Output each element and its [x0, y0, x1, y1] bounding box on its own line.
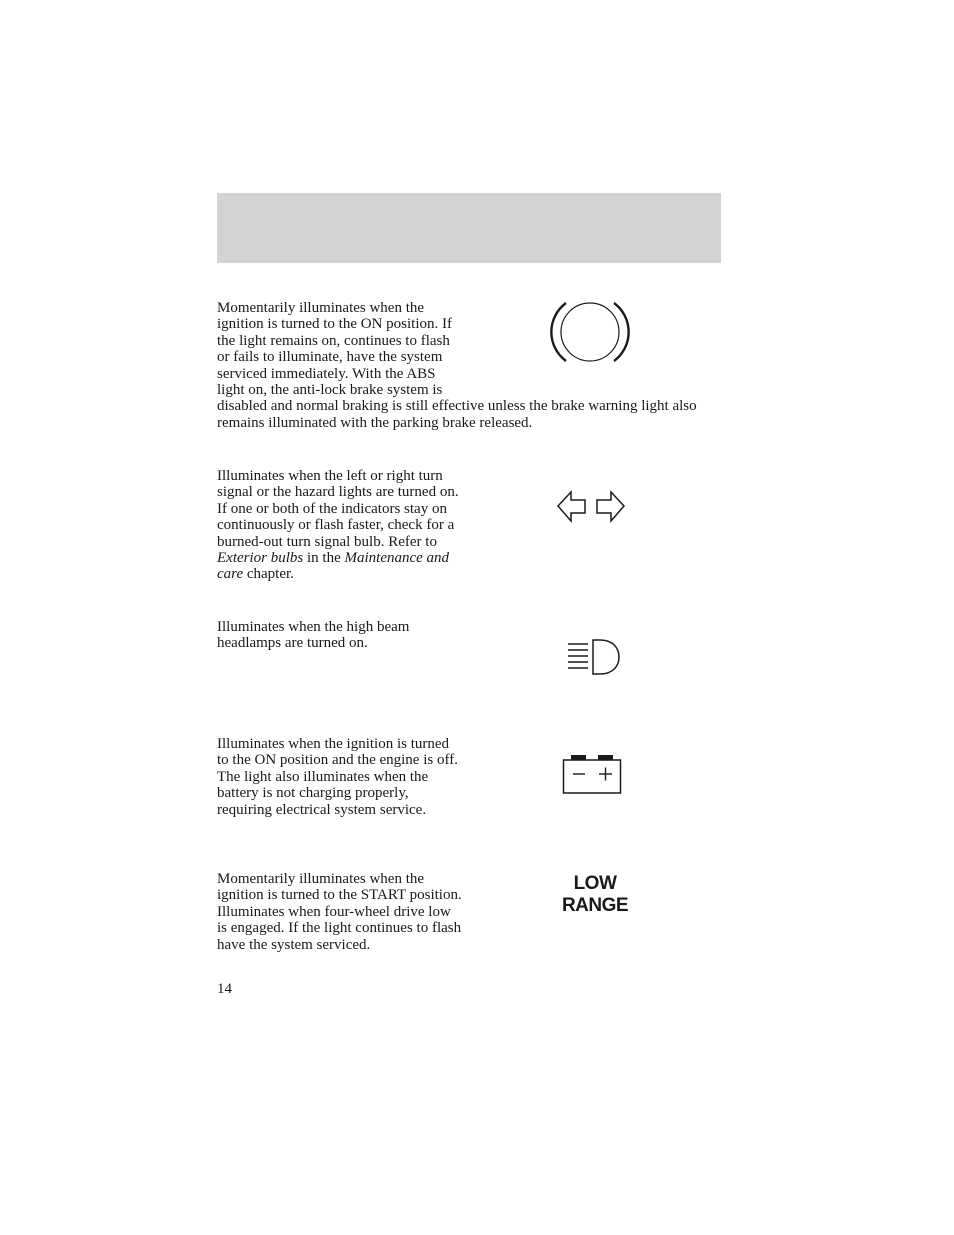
- abs-description: Momentarily illuminates when the ignition is turned to the ON position. If the light remains on, continues to flash or fails to illuminate, have the system serviced immediately. With the ABS light on, the anti-lock brake system is disabled and normal braking is still effective unless the brake warning light also remains illuminated with the parking brake released.: [217, 300, 697, 431]
- high-beam-icon-area: [462, 619, 717, 689]
- low-range-label-line1: LOW: [573, 873, 617, 894]
- maintenance-chapter-reference: Maintenance and care: [217, 550, 450, 583]
- exterior-bulbs-reference: Exterior bulbs: [217, 550, 304, 567]
- low-range-label-line2: RANGE: [561, 895, 629, 916]
- charging-system-section: [217, 736, 717, 836]
- low-range-section: [217, 871, 717, 953]
- high-beam-section: [217, 619, 717, 689]
- abs-warning-section: [217, 300, 717, 431]
- low-range-indicator-icon: [550, 873, 640, 917]
- turn-signal-description: Illuminates when the left or right turn signal or the hazard lights are turned on. If one or both of the indicators stay on continuously or flash faster, check for a burned-out turn signal bulb. Refer to Exterior bulbs in the Maintenance and care chapter.: [217, 468, 459, 583]
- low-range-icon-area: [462, 871, 717, 923]
- high-beam-description: Illuminates when the high beam headlamps are turned on.: [217, 619, 410, 652]
- page-number: 14: [217, 981, 232, 997]
- battery-icon: [562, 752, 626, 796]
- high-beam-icon: [566, 638, 626, 678]
- battery-icon-area: [462, 736, 717, 836]
- charging-system-description: Illuminates when the ignition is turned to the ON position and the engine is off. The light also illuminates when the battery is not charging properly, requiring electrical system service.: [217, 736, 458, 818]
- abs-warning-icon: [550, 300, 630, 364]
- turn-signal-section: [217, 468, 717, 583]
- abs-icon-area: [462, 300, 717, 386]
- turn-signal-arrows-icon: [556, 490, 628, 524]
- low-range-description: Momentarily illuminates when the ignition is turned to the START position. Illuminates when four-wheel drive low is engaged. If the light continues to flash have the system serviced.: [217, 871, 462, 953]
- turn-signal-icon-area: [462, 468, 717, 554]
- chapter-header-bar: [217, 193, 721, 263]
